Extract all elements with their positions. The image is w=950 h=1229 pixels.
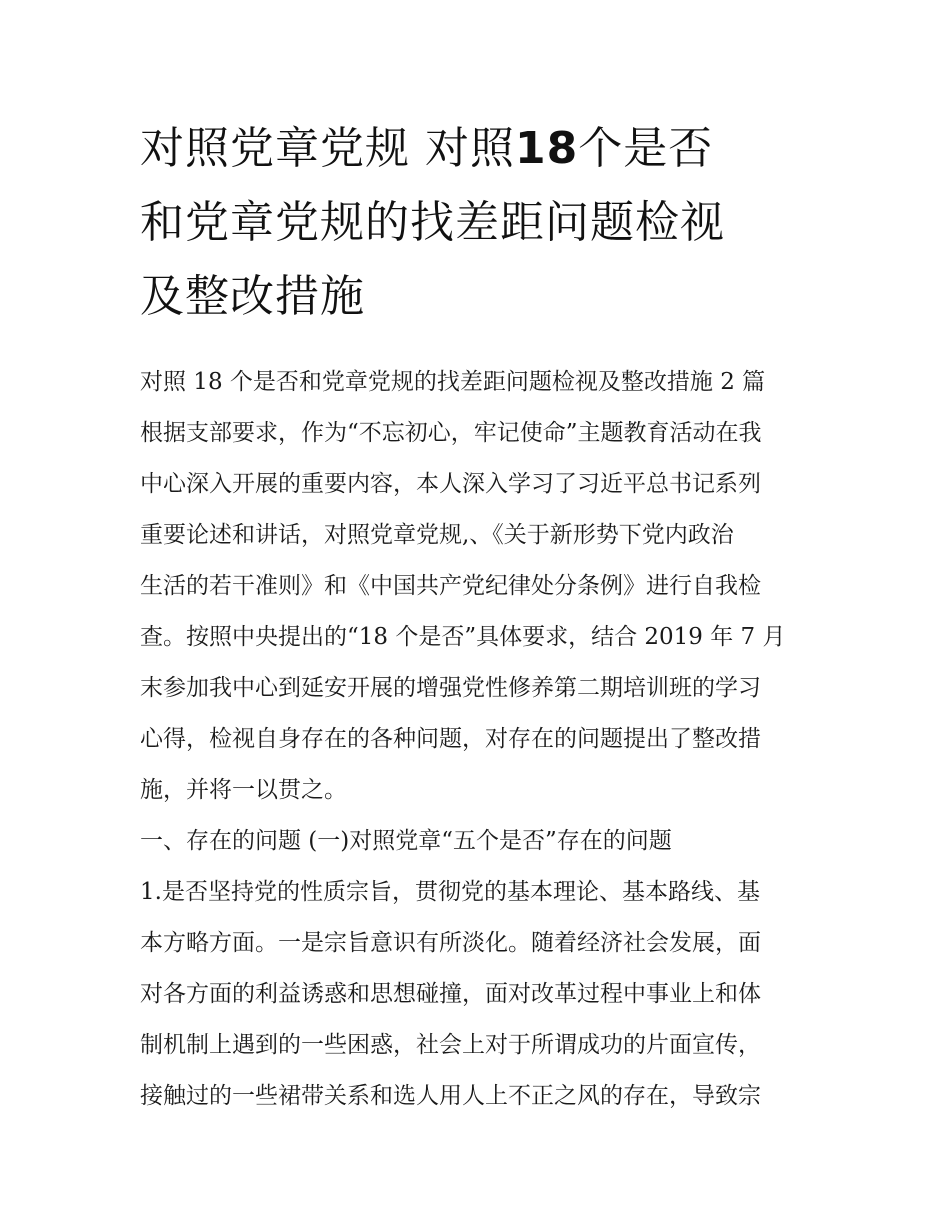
title-line-1 xyxy=(140,112,820,186)
title-line-1-part-1: 对照党章党规 对照 xyxy=(140,123,515,174)
paragraph-line: 1.是否坚持党的性质宗旨，贯彻党的基本理论、基本路线、基 xyxy=(140,879,760,905)
title-line-2: 和党章党规的找差距问题检视 xyxy=(140,197,725,248)
paragraph-line: 制机制上遇到的一些困惑，社会上对于所谓成功的片面宣传， xyxy=(140,1032,761,1058)
paragraph-line: 根据支部要求，作为“不忘初心，牢记使命”主题教育活动在我 xyxy=(140,420,762,446)
subtitle-line: 对照 18 个是否和党章党规的找差距问题检视及整改措施 2 篇 xyxy=(140,369,766,395)
section-heading: 一、存在的问题 (一)对照党章“五个是否”存在的问题 xyxy=(140,828,672,854)
paragraph-line: 施，并将一以贯之。 xyxy=(140,777,347,803)
document-body xyxy=(140,357,820,1122)
paragraph-line: 对各方面的利益诱惑和思想碰撞，面对改革过程中事业上和体 xyxy=(140,981,761,1007)
title-line-1-part-3: 个是否 xyxy=(578,123,714,174)
document-title xyxy=(140,112,820,334)
paragraph-line: 接触过的一些裙带关系和选人用人上不正之风的存在，导致宗 xyxy=(140,1083,761,1109)
paragraph-line: 心得，检视自身存在的各种问题，对存在的问题提出了整改措 xyxy=(140,726,761,752)
paragraph-line: 查。按照中央提出的“18 个是否”具体要求，结合 2019 年 7 月 xyxy=(140,624,786,650)
paragraph-line: 末参加我中心到延安开展的增强党性修养第二期培训班的学习 xyxy=(140,675,761,701)
paragraph-line: 生活的若干准则》和《中国共产党纪律处分条例》进行自我检 xyxy=(140,573,761,599)
paragraph-line: 中心深入开展的重要内容，本人深入学习了习近平总书记系列 xyxy=(140,471,761,497)
title-number: 18 xyxy=(515,123,579,174)
title-line-3: 及整改措施 xyxy=(140,271,365,322)
paragraph-line: 重要论述和讲话，对照党章党规,、《关于新形势下党内政治 xyxy=(140,522,734,548)
paragraph-line: 本方略方面。一是宗旨意识有所淡化。随着经济社会发展，面 xyxy=(140,930,761,956)
